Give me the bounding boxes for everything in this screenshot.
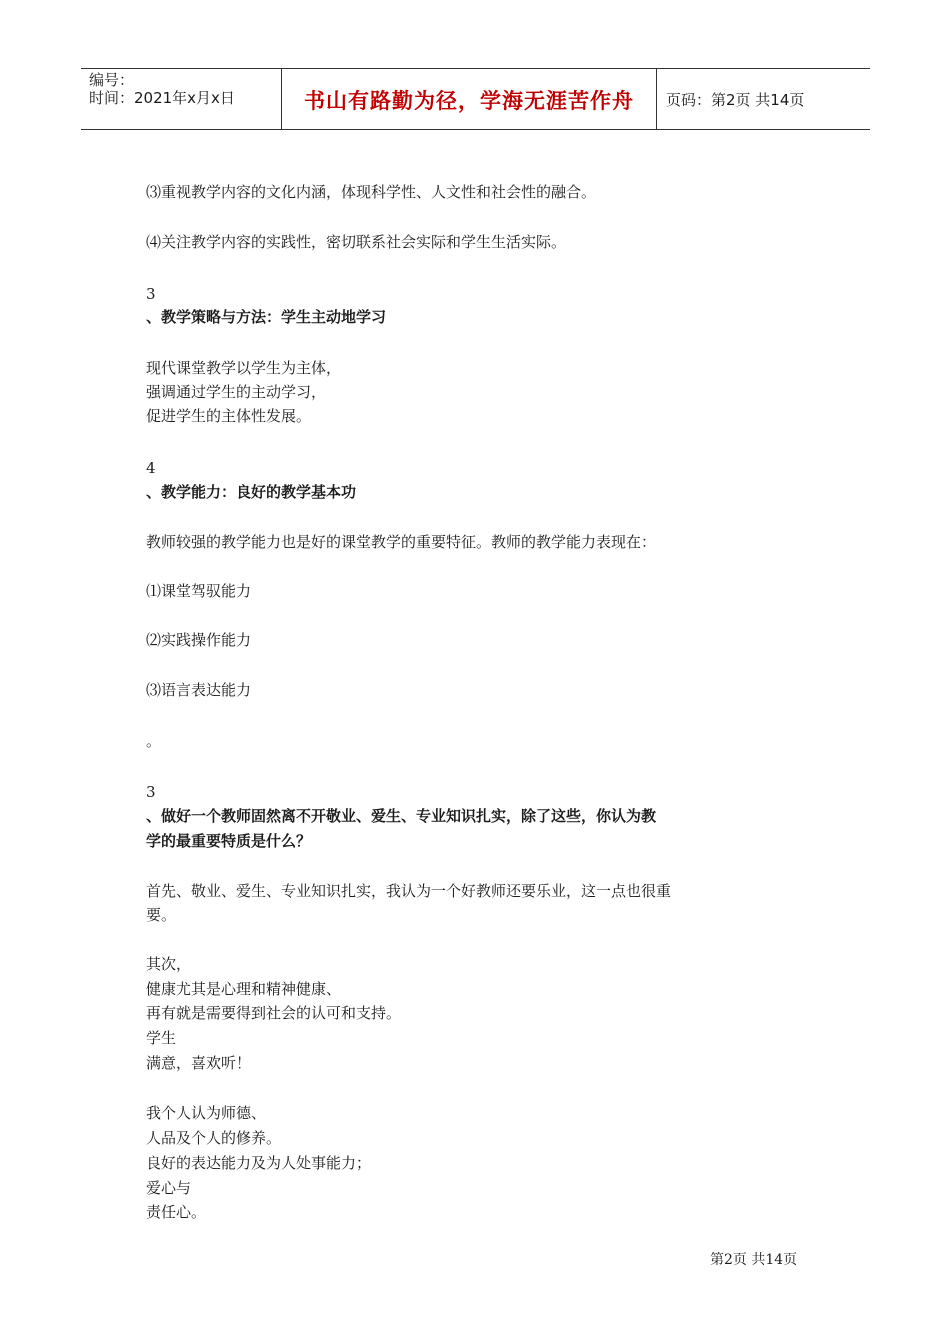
paragraph: 。 [146, 732, 162, 750]
list-item: ⑶语言表达能力 [146, 681, 252, 699]
section-heading: 、教学能力：良好的教学基本功 [146, 483, 357, 501]
question-heading: 学的最重要特质是什么？ [146, 832, 312, 850]
question-number: 3 [146, 783, 156, 801]
paragraph: ⑷关注教学内容的实践性，密切联系社会实际和学生生活实际。 [146, 233, 567, 251]
paragraph-line: 我个人认为师德、 [146, 1104, 267, 1122]
header-page-number: 页码：第2页 共14页 [666, 91, 805, 109]
header-meta-cell [81, 69, 281, 129]
paragraph-line: 要。 [146, 906, 177, 924]
header-motto: 书山有路勤为径，学海无涯苦作舟 [304, 89, 634, 113]
paragraph-line: 其次， [146, 955, 192, 973]
paragraph-line: 满意，喜欢听！ [146, 1054, 252, 1072]
section-heading: 、教学策略与方法：学生主动地学习 [146, 308, 387, 326]
paragraph-line: 再有就是需要得到社会的认可和支持。 [146, 1004, 402, 1022]
paragraph-line: 健康尤其是心理和精神健康、 [146, 980, 342, 998]
document-number-label: 编号： [89, 71, 135, 89]
paragraph-line: 良好的表达能力及为人处事能力； [146, 1154, 372, 1172]
page-header [81, 68, 870, 130]
paragraph-line: 促进学生的主体性发展。 [146, 407, 312, 425]
question-heading: 、做好一个教师固然离不开敬业、爱生、专业知识扎实，除了这些，你认为教 [146, 807, 657, 825]
section-number: 3 [146, 285, 156, 303]
paragraph: 教师较强的教学能力也是好的课堂教学的重要特征。教师的教学能力表现在： [146, 533, 657, 551]
paragraph: ⑶重视教学内容的文化内涵，体现科学性、人文性和社会性的融合。 [146, 183, 597, 201]
paragraph-line: 责任心。 [146, 1203, 207, 1221]
footer-page-number: 第2页 共14页 [710, 1252, 798, 1268]
paragraph-line: 爱心与 [146, 1179, 192, 1197]
paragraph-line: 学生 [146, 1029, 177, 1047]
header-page-cell [656, 69, 870, 129]
list-item: ⑴课堂驾驭能力 [146, 582, 252, 600]
section-number: 4 [146, 459, 156, 477]
paragraph-line: 人品及个人的修养。 [146, 1129, 282, 1147]
header-motto-cell [281, 69, 657, 129]
list-item: ⑵实践操作能力 [146, 631, 252, 649]
paragraph-line: 强调通过学生的主动学习， [146, 383, 327, 401]
paragraph-line: 现代课堂教学以学生为主体， [146, 359, 342, 377]
paragraph-line: 首先、敬业、爱生、专业知识扎实，我认为一个好教师还要乐业，这一点也很重 [146, 882, 672, 900]
document-time-label: 时间：2021年x月x日 [89, 89, 235, 107]
